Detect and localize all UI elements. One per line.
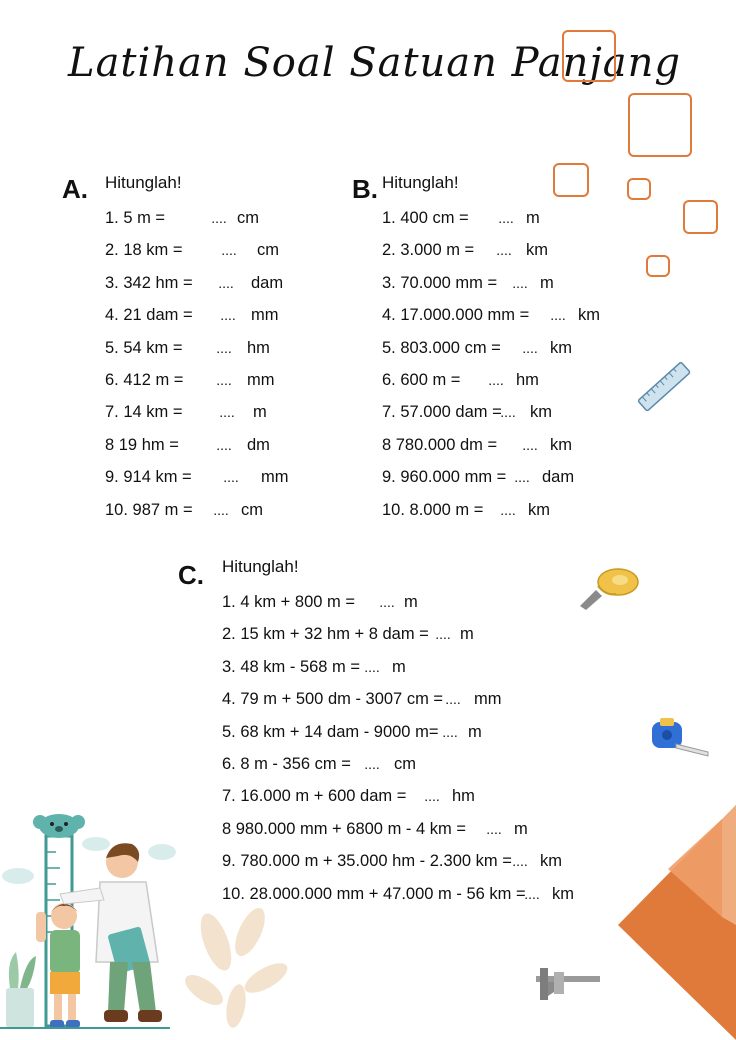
question-text: 2. 15 km + 32 hm + 8 dam =: [222, 625, 429, 644]
answer-blank[interactable]: ....: [223, 469, 239, 486]
section-b-heading: Hitunglah!: [382, 173, 459, 192]
section-c-question-4: [222, 683, 574, 715]
answer-unit: km: [552, 884, 574, 903]
question-text: 10. 987 m =: [105, 500, 193, 519]
decor-square: [628, 93, 692, 157]
question-text: 1. 400 cm =: [382, 209, 469, 227]
decor-square: [562, 30, 616, 82]
answer-blank[interactable]: ....: [445, 691, 461, 708]
answer-blank[interactable]: ....: [364, 658, 380, 675]
page-title: Latihan Soal Satuan Panjang: [68, 40, 681, 86]
ruler-icon: [632, 352, 696, 424]
section-a: [105, 172, 289, 526]
answer-blank[interactable]: ....: [512, 853, 528, 870]
orange-triangle-decor: [618, 805, 736, 1040]
section-c-question-5: [222, 716, 574, 748]
question-text: 5. 803.000 cm =: [382, 338, 501, 357]
section-b-question-5: [382, 332, 600, 364]
section-a-question-5: [105, 332, 289, 364]
question-text: 2. 18 km =: [105, 241, 183, 260]
question-text: 1. 4 km + 800 m =: [222, 593, 355, 611]
section-c: [222, 556, 574, 910]
section-a-question-3: [105, 267, 289, 299]
answer-unit: cm: [257, 241, 279, 260]
question-text: 9. 960.000 mm =: [382, 468, 507, 487]
section-c-question-6: [222, 748, 574, 780]
question-text: 8 19 hm =: [105, 435, 179, 454]
answer-unit: cm: [241, 500, 263, 519]
question-text: 9. 914 km =: [105, 468, 192, 487]
section-c-letter: C.: [178, 560, 204, 590]
answer-blank[interactable]: ....: [379, 594, 395, 610]
answer-unit: m: [253, 403, 267, 422]
answer-blank[interactable]: ....: [216, 371, 232, 388]
answer-blank[interactable]: ....: [424, 788, 440, 805]
question-text: 3. 48 km - 568 m =: [222, 657, 361, 676]
answer-blank[interactable]: ....: [218, 274, 234, 291]
section-b-question-10: [382, 494, 600, 526]
answer-blank[interactable]: ....: [213, 501, 229, 518]
answer-unit: km: [578, 306, 600, 325]
answer-blank[interactable]: ....: [221, 242, 237, 259]
section-c-question-2: [222, 618, 574, 650]
tape-measure-icon: [646, 714, 714, 762]
answer-unit: km: [550, 435, 572, 454]
question-text: 6. 412 m =: [105, 370, 184, 389]
answer-blank[interactable]: ....: [524, 885, 540, 902]
answer-unit: hm: [247, 338, 270, 357]
answer-unit: hm: [516, 370, 539, 389]
answer-unit: km: [528, 500, 550, 519]
section-c-question-1: [222, 586, 574, 618]
section-a-question-10: [105, 494, 289, 526]
question-text: 7. 57.000 dam =: [382, 403, 502, 422]
section-a-question-4: [105, 299, 289, 331]
question-text: 4. 21 dam =: [105, 306, 193, 325]
answer-blank[interactable]: ....: [522, 339, 538, 356]
section-a-question-6: [105, 364, 289, 396]
answer-unit: km: [526, 241, 548, 260]
answer-unit: m: [526, 209, 540, 227]
answer-unit: dam: [251, 273, 284, 292]
question-text: 1. 5 m =: [105, 209, 166, 227]
answer-blank[interactable]: ....: [512, 274, 528, 291]
answer-unit: m: [404, 593, 418, 611]
answer-unit: m: [540, 273, 554, 292]
answer-blank[interactable]: ....: [220, 307, 236, 324]
question-text: 5. 68 km + 14 dam - 9000 m=: [222, 722, 439, 741]
answer-unit: mm: [474, 690, 502, 709]
question-text: 4. 79 m + 500 dm - 3007 cm =: [222, 690, 444, 709]
section-b-question-3: [382, 267, 600, 299]
section-b-question-6: [382, 364, 600, 396]
question-text: 8 980.000 mm + 6800 m - 4 km =: [222, 819, 466, 838]
question-text: 3. 70.000 mm =: [382, 273, 498, 292]
section-b-question-9: [382, 461, 600, 493]
decor-square: [646, 255, 670, 277]
section-b-letter: B.: [352, 174, 378, 204]
section-a-question-1: [105, 202, 289, 234]
section-b: [382, 172, 600, 526]
section-c-question-7: [222, 780, 574, 812]
decor-square: [627, 178, 651, 200]
answer-blank[interactable]: ....: [486, 820, 502, 837]
answer-unit: mm: [251, 306, 279, 325]
answer-unit: mm: [247, 370, 275, 389]
question-text: 10. 28.000.000 mm + 47.000 m - 56 km =: [222, 884, 526, 903]
answer-blank[interactable]: ....: [211, 210, 227, 226]
answer-unit: km: [550, 338, 572, 357]
answer-blank[interactable]: ....: [500, 501, 516, 518]
question-text: 4. 17.000.000 mm =: [382, 306, 530, 325]
answer-blank[interactable]: ....: [488, 371, 504, 388]
answer-blank[interactable]: ....: [435, 626, 451, 643]
answer-unit: km: [540, 852, 562, 871]
answer-blank[interactable]: ....: [442, 723, 458, 740]
section-a-question-7: [105, 396, 289, 428]
answer-blank[interactable]: ....: [514, 469, 530, 486]
question-text: 10. 8.000 m =: [382, 500, 484, 519]
answer-unit: hm: [452, 787, 475, 806]
answer-blank[interactable]: ....: [550, 307, 566, 324]
answer-unit: km: [530, 403, 552, 422]
question-text: 5. 54 km =: [105, 338, 183, 357]
answer-blank[interactable]: ....: [216, 339, 232, 356]
answer-unit: cm: [394, 754, 416, 773]
section-b-question-1: [382, 202, 600, 234]
question-text: 6. 8 m - 356 cm =: [222, 754, 351, 773]
section-b-question-4: [382, 299, 600, 331]
answer-unit: dm: [247, 435, 270, 454]
height-chart-illustration: [0, 812, 200, 1040]
section-c-question-3: [222, 651, 574, 683]
question-text: 8 780.000 dm =: [382, 435, 498, 454]
answer-blank[interactable]: ....: [496, 242, 512, 259]
question-text: 3. 342 hm =: [105, 273, 193, 292]
answer-blank[interactable]: ....: [500, 404, 516, 421]
question-text: 9. 780.000 m + 35.000 hm - 2.300 km =: [222, 852, 512, 871]
section-a-question-2: [105, 234, 289, 266]
answer-unit: dam: [542, 468, 575, 487]
caliper-icon: [532, 964, 604, 1004]
answer-blank[interactable]: ....: [216, 436, 232, 453]
decor-square: [683, 200, 718, 234]
section-c-question-8: [222, 813, 574, 845]
answer-unit: mm: [261, 468, 289, 487]
question-text: 7. 14 km =: [105, 403, 183, 422]
measuring-tape-icon: [576, 562, 640, 612]
answer-unit: cm: [237, 209, 259, 227]
question-text: 2. 3.000 m =: [382, 241, 475, 260]
answer-unit: m: [392, 657, 406, 676]
answer-blank[interactable]: ....: [498, 210, 514, 226]
answer-unit: m: [468, 722, 482, 741]
answer-unit: m: [514, 819, 528, 838]
section-b-question-2: [382, 234, 600, 266]
section-a-question-9: [105, 461, 289, 493]
section-a-letter: A.: [62, 174, 88, 204]
answer-unit: m: [460, 625, 474, 644]
section-c-heading: Hitunglah!: [222, 557, 299, 576]
answer-blank[interactable]: ....: [522, 436, 538, 453]
section-a-question-8: [105, 429, 289, 461]
answer-blank[interactable]: ....: [364, 755, 380, 772]
question-text: 7. 16.000 m + 600 dam =: [222, 787, 407, 806]
question-text: 6. 600 m =: [382, 370, 461, 389]
section-b-question-7: [382, 396, 600, 428]
section-c-question-9: [222, 845, 574, 877]
section-b-question-8: [382, 429, 600, 461]
answer-blank[interactable]: ....: [219, 404, 235, 421]
section-a-heading: Hitunglah!: [105, 173, 182, 192]
